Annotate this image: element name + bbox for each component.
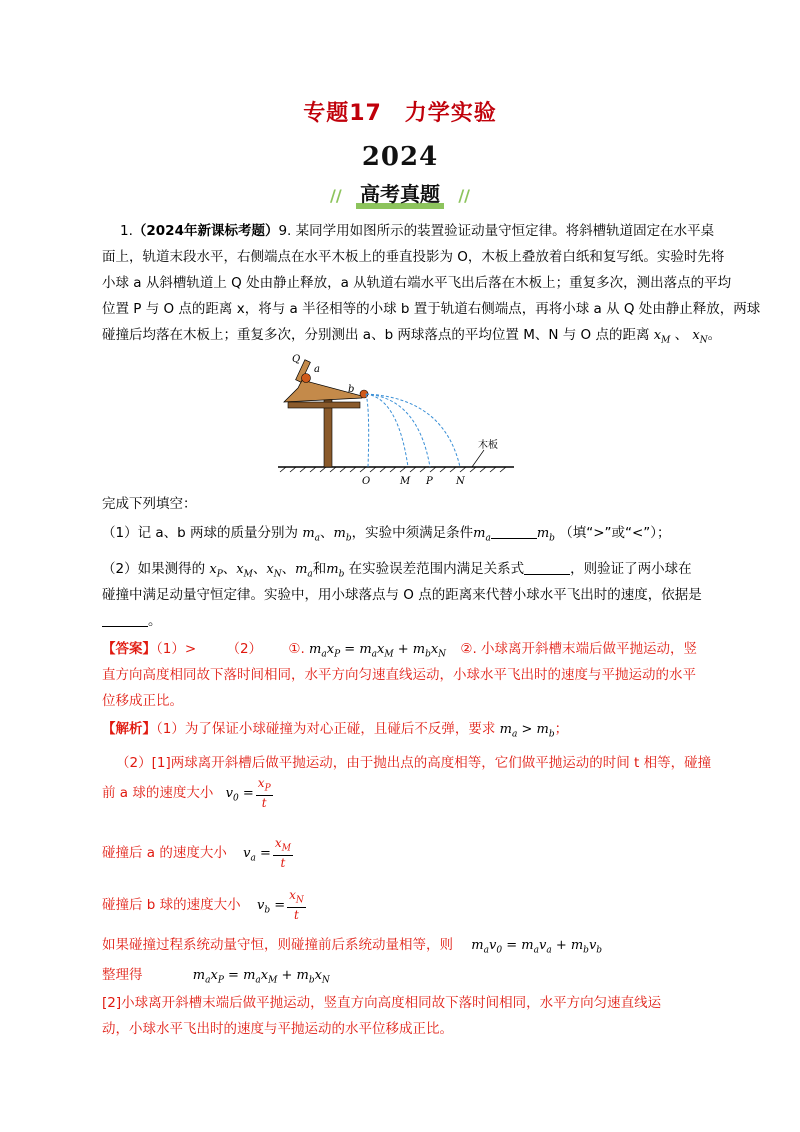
problem-text-1: 某同学用如图所示的装置验证动量守恒定律。将斜槽轨道固定在水平桌 — [295, 223, 715, 239]
label-N: N — [456, 476, 465, 487]
answer-equation: $m_ax_P = m_ax_M + m_bx_N$ — [309, 642, 447, 660]
label-Q: Q — [292, 354, 301, 365]
question-number: 9. — [278, 223, 292, 239]
answer-line-1: 【答案】（1）> （2） ①. $m_ax_P = m_ax_M + m_bx_N$ ②. 小球离开斜槽末端后做平抛运动，竖 — [102, 641, 698, 660]
fill-intro: 完成下列填空： — [102, 496, 197, 512]
answer-blank-1[interactable] — [491, 524, 537, 539]
banner-text: 高考真题 — [360, 182, 440, 206]
fraction-va: $\frac{x_M}{t}$ — [274, 836, 291, 871]
trajectory-O — [366, 394, 369, 467]
table-leg — [324, 400, 332, 467]
analysis-line-3: 前 a 球的速度大小 $v_0$ = $\frac{x_P}{t}$ — [102, 776, 271, 811]
answer-line-3: 位移成正比。 — [102, 693, 183, 709]
analysis-line-4: 碰撞后 a 的速度大小 $v_a$ = $\frac{x_M}{t}$ — [102, 836, 291, 871]
analysis-line-5: 碰撞后 b 球的速度大小 $v_b$ = $\frac{x_N}{t}$ — [102, 888, 304, 923]
apparatus-figure — [276, 350, 516, 490]
fraction-v0: $\frac{x_P}{t}$ — [257, 776, 271, 811]
problem-line-2: 面上，轨道末段水平，右侧端点在水平木板上的垂直投影为 O，木板上叠放着白纸和复写纸。实验时先将 — [102, 249, 725, 265]
problem-source: （2024年新课标考题） — [132, 223, 279, 239]
trajectories — [366, 394, 460, 467]
year-heading: 2024 — [361, 142, 439, 172]
analysis-line-6: 如果碰撞过程系统动量守恒，则碰撞前后系统动量相等，则 $m_av_0 = m_av_a + m_bv_b$ — [102, 937, 603, 956]
label-M: M — [400, 476, 411, 487]
var-xN: $x_N$ — [692, 328, 708, 346]
answer-tag: 【答案】 — [102, 641, 156, 657]
problem-number: 1. — [120, 223, 133, 239]
question-1: （1）记 a、b 两球的质量分别为 $m_a$、$m_b$，实验中须满足条件$m_a$ $m_b$ （填“>”或“<”）； — [102, 525, 671, 544]
analysis-line-2: （2）[1]两球离开斜槽后做平抛运动，由于抛出点的高度相等，它们做平抛运动的时间 t 相等，碰撞 — [116, 755, 712, 771]
label-O: O — [362, 476, 371, 487]
trajectory-N — [366, 394, 460, 467]
analysis-line-7: 整理得 $m_ax_P = m_ax_M + m_bx_N$ — [102, 967, 330, 986]
answer-blank-2[interactable] — [524, 560, 570, 575]
board-pointer — [472, 450, 484, 467]
problem-line-5: 碰撞后均落在木板上；重复多次，分别测出 a、b 两球落点的平均位置 M、N 与 O 点的距离 $x_M$ 、 $x_N$。 — [102, 327, 722, 346]
label-P: P — [426, 476, 433, 487]
answer-blank-3[interactable] — [102, 612, 148, 627]
question-2-line2: 碰撞中满足动量守恒定律。实验中，用小球落点与 O 点的距离来代替小球水平飞出时的速度，依据是 — [102, 587, 702, 603]
fraction-vb: $\frac{x_N}{t}$ — [289, 888, 304, 923]
problem-line-4: 位置 P 与 O 点的距离 x，将与 a 半径相等的小球 b 置于轨道右侧端点，再将小球 a 从 Q 处由静止释放，两球 — [102, 301, 761, 317]
problem-line-1 — [102, 218, 715, 244]
analysis-line-1: 【解析】（1）为了保证小球碰撞为对心正碰，且碰后不反弹，要求 $m_a > m_b$； — [102, 721, 569, 740]
var-xM: $x_M$ — [653, 328, 671, 346]
analysis-tag: 【解析】 — [102, 721, 156, 737]
answer-line-2: 直方向高度相同故下落时间相同，水平方向匀速直线运动，小球水平飞出时的速度与平抛运动的水平 — [102, 667, 696, 683]
section-banner — [330, 178, 470, 210]
ground-hatching — [280, 467, 506, 472]
analysis-line-9: 动，小球水平飞出时的速度与平抛运动的水平位移成正比。 — [102, 1021, 453, 1037]
trajectory-M — [366, 394, 408, 467]
problem-text-5: 碰撞后均落在木板上；重复多次，分别测出 a、b 两球落点的平均位置 M、N 与 O 点的距离 — [102, 327, 650, 343]
trajectory-P — [366, 394, 430, 467]
label-b: b — [348, 384, 355, 395]
analysis-line-8: [2]小球离开斜槽末端后做平抛运动，竖直方向高度相同故下落时间相同，水平方向匀速直线运 — [102, 995, 662, 1011]
label-board: 木板 — [478, 440, 498, 451]
ball-a — [302, 374, 311, 383]
page-title: 专题17 力学实验 — [303, 101, 497, 126]
table-top — [288, 402, 360, 408]
banner-deco-right: // — [458, 186, 470, 205]
question-2: （2）如果测得的 $x_P$、$x_M$、$x_N$、$m_a$和$m_b$ 在实验误差范围内满足关系式 ，则验证了两小球在 — [102, 561, 692, 580]
banner-deco-left: // — [330, 186, 342, 205]
problem-statement — [102, 218, 761, 354]
question-2-line3: 。 — [102, 609, 162, 633]
problem-line-3: 小球 a 从斜槽轨道上 Q 处由静止释放，a 从轨道右端水平飞出后落在木板上；重复多次，测出落点的平均 — [102, 275, 732, 291]
label-a: a — [314, 364, 320, 375]
